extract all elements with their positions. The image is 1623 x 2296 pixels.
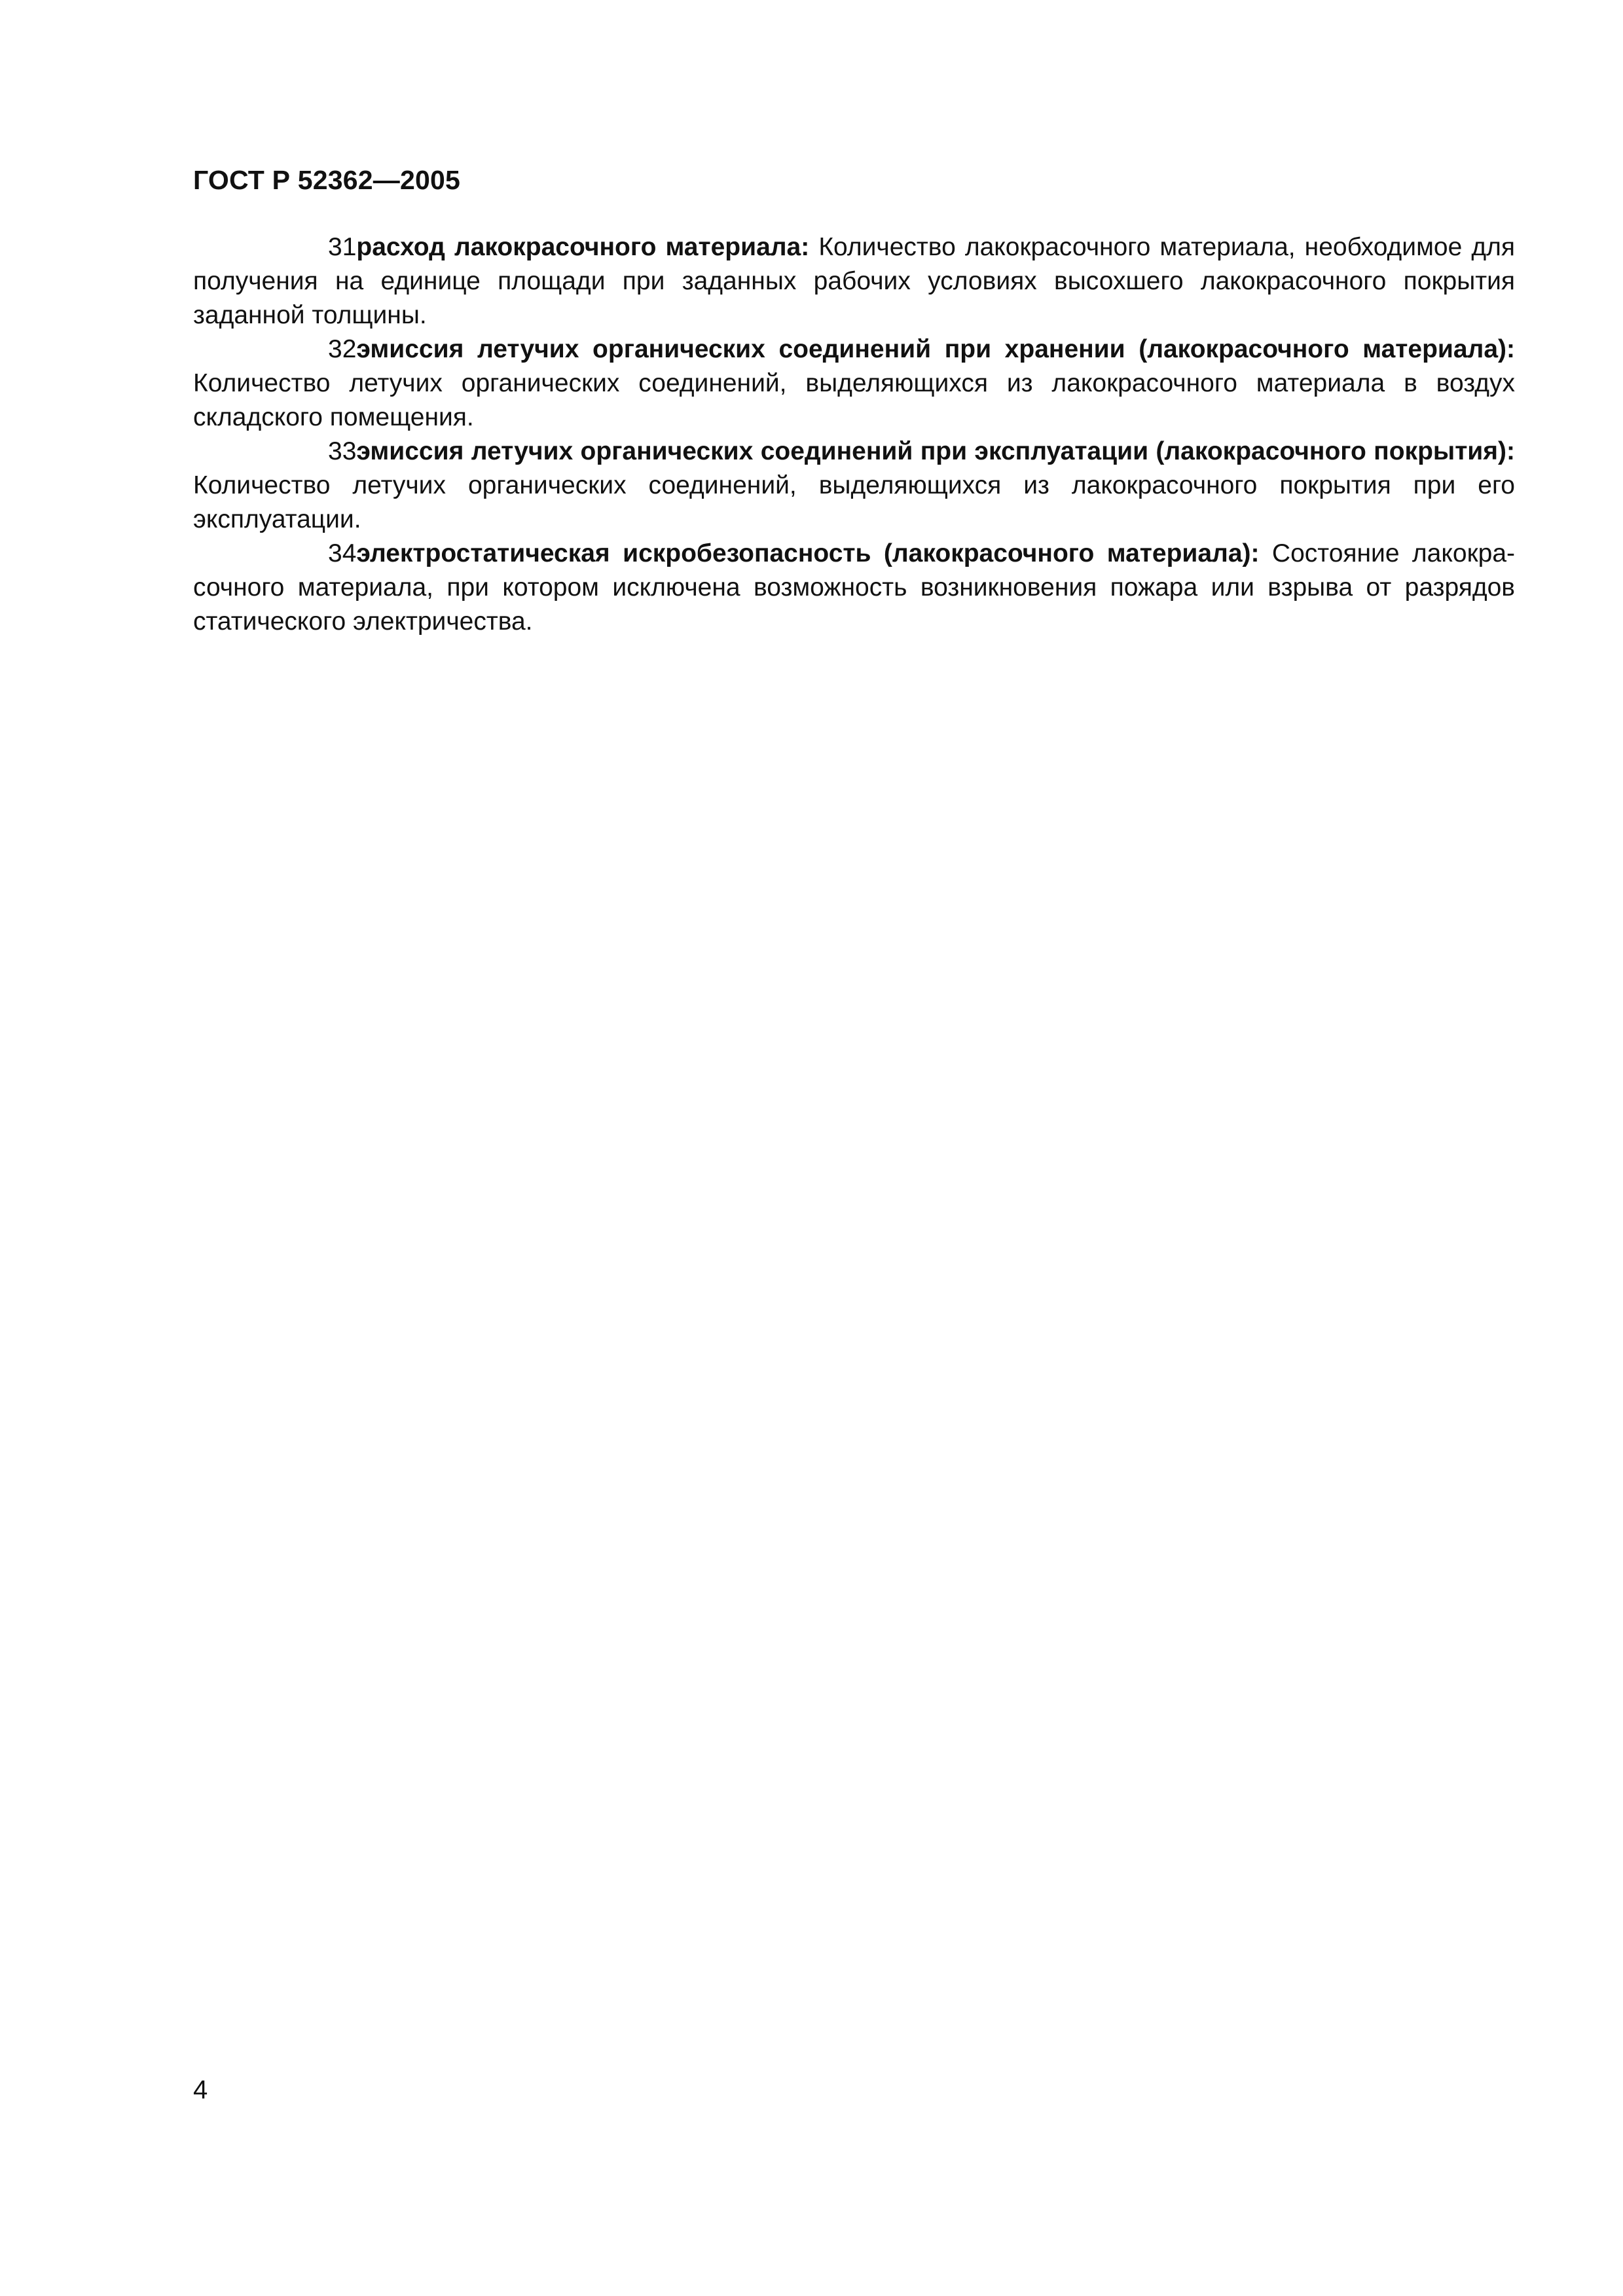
term-name: эмиссия летучих органических соединений при хранении (лакокрасочного материала): xyxy=(356,335,1515,363)
term-34 xyxy=(193,537,1515,639)
term-definition: Состояние лакокрасочного материала, при котором исключена возможность возникновения пожара или взрыва от разрядов статического электричества. xyxy=(193,539,1516,636)
term-number: 33 xyxy=(328,437,357,465)
document-header: ГОСТ Р 52362—2005 xyxy=(193,165,460,195)
term-number: 32 xyxy=(328,335,357,363)
term-33 xyxy=(193,435,1515,537)
term-definition: Количество летучих органических соединений, выделяющихся из лакокрасочного покрытия при его эксплуатации. xyxy=(193,471,1515,533)
term-31 xyxy=(193,230,1515,332)
term-name: эмиссия летучих органических соединений при эксплуатации (лакокрасочного покрытия): xyxy=(356,437,1515,465)
term-definition: Количество летучих органических соединений, выделяющихся из лакокрасочного материала в воздух складского помещения. xyxy=(193,369,1515,431)
terms-section xyxy=(193,230,1515,639)
term-name: электростатическая искробезопасность (лакокрасочного материала): xyxy=(356,539,1260,567)
term-32 xyxy=(193,332,1515,435)
term-number: 34 xyxy=(328,539,357,567)
term-definition: Количество лакокрасочного материала, необходимое для получения на единице площади при заданных рабочих условиях высохшего лакокрасочного покрытия заданной толщины. xyxy=(193,233,1515,329)
page-number: 4 xyxy=(193,2075,208,2104)
term-number: 31 xyxy=(328,233,357,261)
term-name: расход лакокрасочного материала: xyxy=(356,233,810,261)
